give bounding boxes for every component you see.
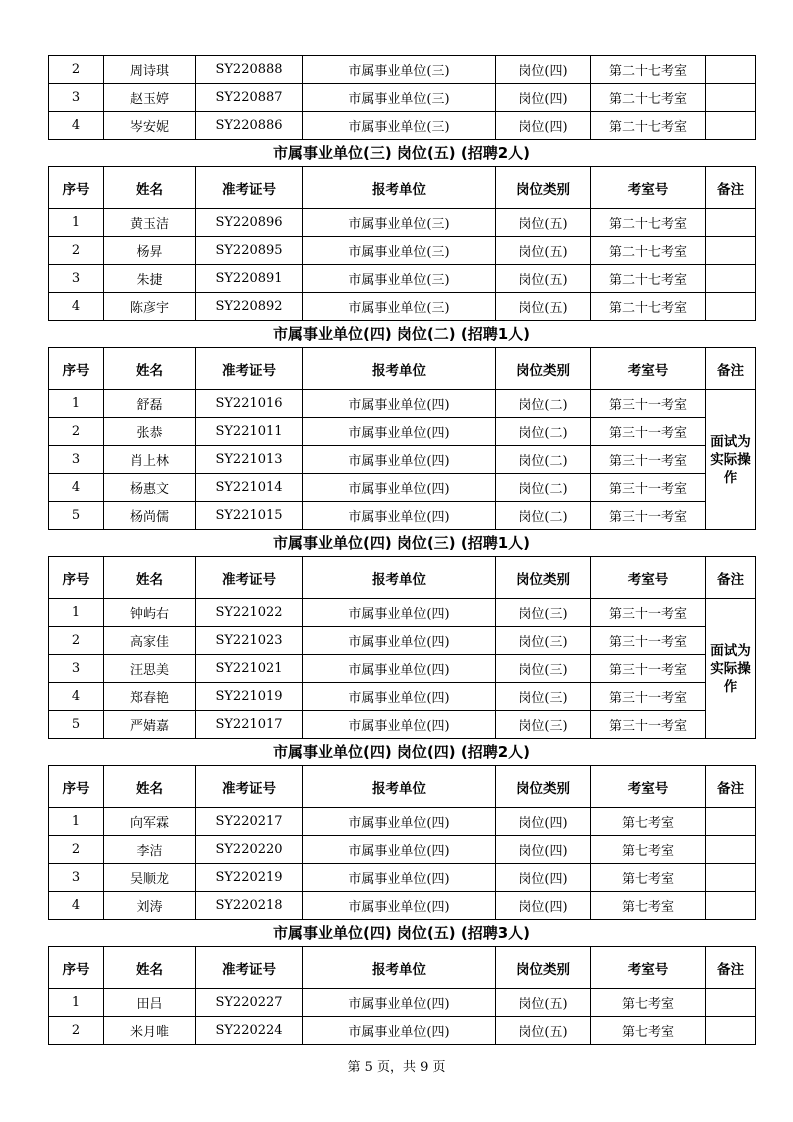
table-cell: 岗位(三) bbox=[496, 627, 591, 655]
table-cell bbox=[706, 293, 756, 321]
table-cell: 刘涛 bbox=[104, 892, 196, 920]
table-row bbox=[49, 209, 756, 237]
table-cell: 舒磊 bbox=[104, 390, 196, 418]
table-cell: 市属事业单位(四) bbox=[303, 808, 496, 836]
table-cell: 田吕 bbox=[104, 989, 196, 1017]
table-cell: SY220218 bbox=[196, 892, 303, 920]
table-row bbox=[49, 989, 756, 1017]
table-cell: SY221021 bbox=[196, 655, 303, 683]
table-cell: 岗位(二) bbox=[496, 418, 591, 446]
page-footer: 第 5 页，共 9 页 bbox=[347, 1060, 446, 1075]
table-cell: SY221023 bbox=[196, 627, 303, 655]
column-header: 岗位类别 bbox=[496, 167, 591, 209]
table-cell: SY221011 bbox=[196, 418, 303, 446]
table-cell: 岗位(三) bbox=[496, 655, 591, 683]
table-cell: 岗位(四) bbox=[496, 112, 591, 140]
column-header: 岗位类别 bbox=[496, 766, 591, 808]
table-cell bbox=[706, 1017, 756, 1045]
table-cell: 市属事业单位(四) bbox=[303, 418, 496, 446]
candidate-table bbox=[48, 347, 756, 530]
table-cell bbox=[706, 209, 756, 237]
column-header: 岗位类别 bbox=[496, 348, 591, 390]
table-cell: 1 bbox=[49, 599, 104, 627]
table-row bbox=[49, 502, 756, 530]
section-title: 市属事业单位(四) 岗位(五) (招聘3人) bbox=[272, 924, 530, 942]
table-cell: 2 bbox=[49, 836, 104, 864]
column-header: 报考单位 bbox=[303, 766, 496, 808]
column-header: 备注 bbox=[706, 167, 756, 209]
document-page bbox=[48, 55, 755, 1045]
table-cell: 岗位(二) bbox=[496, 446, 591, 474]
column-header: 岗位类别 bbox=[496, 947, 591, 989]
table-cell: SY220227 bbox=[196, 989, 303, 1017]
table-cell: SY221022 bbox=[196, 599, 303, 627]
column-header: 姓名 bbox=[104, 766, 196, 808]
column-header: 考室号 bbox=[591, 766, 706, 808]
column-header: 备注 bbox=[706, 348, 756, 390]
table-cell: 第三十一考室 bbox=[591, 446, 706, 474]
table-cell: SY220888 bbox=[196, 56, 303, 84]
table-cell bbox=[706, 265, 756, 293]
table-cell: 岗位(四) bbox=[496, 892, 591, 920]
table-cell: SY220224 bbox=[196, 1017, 303, 1045]
table-cell: 第七考室 bbox=[591, 864, 706, 892]
table-row bbox=[49, 808, 756, 836]
table-row bbox=[49, 390, 756, 418]
table-cell: SY220891 bbox=[196, 265, 303, 293]
table-cell: 1 bbox=[49, 989, 104, 1017]
table-cell bbox=[706, 892, 756, 920]
table-cell: 2 bbox=[49, 56, 104, 84]
table-cell bbox=[706, 56, 756, 84]
header-row bbox=[49, 766, 756, 808]
header-row bbox=[49, 348, 756, 390]
table-cell: 岗位(三) bbox=[496, 599, 591, 627]
table-cell: 第三十一考室 bbox=[591, 655, 706, 683]
table-cell: 1 bbox=[49, 808, 104, 836]
table-cell: SY220896 bbox=[196, 209, 303, 237]
table-cell: 2 bbox=[49, 627, 104, 655]
table-cell: 市属事业单位(四) bbox=[303, 599, 496, 627]
table-row bbox=[49, 711, 756, 739]
table-cell bbox=[706, 84, 756, 112]
table-row bbox=[49, 293, 756, 321]
table-cell: 第七考室 bbox=[591, 1017, 706, 1045]
table-cell: 第三十一考室 bbox=[591, 474, 706, 502]
column-header: 准考证号 bbox=[196, 947, 303, 989]
table-cell: SY220219 bbox=[196, 864, 303, 892]
table-cell: 市属事业单位(四) bbox=[303, 655, 496, 683]
table-cell: 市属事业单位(四) bbox=[303, 474, 496, 502]
candidate-table bbox=[48, 765, 756, 920]
table-cell: 市属事业单位(四) bbox=[303, 446, 496, 474]
table-cell: 市属事业单位(四) bbox=[303, 989, 496, 1017]
table-cell: 岗位(三) bbox=[496, 711, 591, 739]
table-cell: SY221017 bbox=[196, 711, 303, 739]
table-row bbox=[49, 56, 756, 84]
table-cell: SY221015 bbox=[196, 502, 303, 530]
table-cell bbox=[706, 836, 756, 864]
table-row bbox=[49, 237, 756, 265]
table-cell: 第二十七考室 bbox=[591, 56, 706, 84]
table-cell: 李洁 bbox=[104, 836, 196, 864]
section-title: 市属事业单位(四) 岗位(四) (招聘2人) bbox=[272, 743, 530, 761]
table-cell: 2 bbox=[49, 418, 104, 446]
table-row bbox=[49, 683, 756, 711]
table-cell: SY220220 bbox=[196, 836, 303, 864]
column-header: 备注 bbox=[706, 557, 756, 599]
column-header: 准考证号 bbox=[196, 167, 303, 209]
table-cell: SY221014 bbox=[196, 474, 303, 502]
table-cell: 市属事业单位(三) bbox=[303, 293, 496, 321]
table-cell: 岗位(四) bbox=[496, 836, 591, 864]
table-cell: 2 bbox=[49, 237, 104, 265]
section-title: 市属事业单位(四) 岗位(二) (招聘1人) bbox=[272, 325, 530, 343]
table-cell: 市属事业单位(四) bbox=[303, 711, 496, 739]
table-cell: 汪思美 bbox=[104, 655, 196, 683]
table-cell: 市属事业单位(三) bbox=[303, 209, 496, 237]
table-cell: 向军霖 bbox=[104, 808, 196, 836]
table-cell: 岗位(二) bbox=[496, 390, 591, 418]
table-cell: 4 bbox=[49, 683, 104, 711]
remark-text: 面试为实际操作 bbox=[710, 642, 751, 695]
section-title: 市属事业单位(三) 岗位(五) (招聘2人) bbox=[272, 144, 530, 162]
column-header: 考室号 bbox=[591, 348, 706, 390]
table-cell: 高家佳 bbox=[104, 627, 196, 655]
table-cell: 第三十一考室 bbox=[591, 627, 706, 655]
table-cell: SY221016 bbox=[196, 390, 303, 418]
candidate-table bbox=[48, 946, 756, 1045]
table-cell: 肖上林 bbox=[104, 446, 196, 474]
table-row bbox=[49, 836, 756, 864]
table-cell: 3 bbox=[49, 655, 104, 683]
table-cell: 4 bbox=[49, 892, 104, 920]
table-row bbox=[49, 265, 756, 293]
table-row bbox=[49, 474, 756, 502]
table-row bbox=[49, 446, 756, 474]
column-header: 岗位类别 bbox=[496, 557, 591, 599]
column-header: 考室号 bbox=[591, 557, 706, 599]
column-header: 姓名 bbox=[104, 557, 196, 599]
table-cell: 第二十七考室 bbox=[591, 112, 706, 140]
remark-cell bbox=[706, 390, 756, 530]
table-cell: 陈彦宇 bbox=[104, 293, 196, 321]
table-cell: 岗位(五) bbox=[496, 265, 591, 293]
table-cell bbox=[706, 237, 756, 265]
table-cell: 市属事业单位(四) bbox=[303, 836, 496, 864]
table-row bbox=[49, 112, 756, 140]
table-cell: SY220892 bbox=[196, 293, 303, 321]
column-header: 序号 bbox=[49, 167, 104, 209]
table-cell: 岗位(五) bbox=[496, 293, 591, 321]
table-cell: 赵玉婷 bbox=[104, 84, 196, 112]
table-cell: 岗位(五) bbox=[496, 989, 591, 1017]
table-cell: 第三十一考室 bbox=[591, 418, 706, 446]
column-header: 报考单位 bbox=[303, 947, 496, 989]
table-cell: 严婧嘉 bbox=[104, 711, 196, 739]
header-row bbox=[49, 947, 756, 989]
column-header: 考室号 bbox=[591, 947, 706, 989]
table-row bbox=[49, 84, 756, 112]
table-cell: 市属事业单位(四) bbox=[303, 627, 496, 655]
table-cell: SY220886 bbox=[196, 112, 303, 140]
table-cell: 3 bbox=[49, 446, 104, 474]
table-cell: 朱捷 bbox=[104, 265, 196, 293]
column-header: 准考证号 bbox=[196, 557, 303, 599]
table-cell: 第七考室 bbox=[591, 808, 706, 836]
column-header: 考室号 bbox=[591, 167, 706, 209]
table-cell: SY221013 bbox=[196, 446, 303, 474]
table-row bbox=[49, 627, 756, 655]
table-cell: 张恭 bbox=[104, 418, 196, 446]
table-cell: 第二十七考室 bbox=[591, 84, 706, 112]
table-row bbox=[49, 864, 756, 892]
table-row bbox=[49, 599, 756, 627]
table-cell: 市属事业单位(三) bbox=[303, 265, 496, 293]
table-cell bbox=[706, 989, 756, 1017]
table-cell bbox=[706, 112, 756, 140]
column-header: 准考证号 bbox=[196, 348, 303, 390]
table-cell: 周诗琪 bbox=[104, 56, 196, 84]
table-cell: SY220887 bbox=[196, 84, 303, 112]
table-row bbox=[49, 1017, 756, 1045]
table-cell: 4 bbox=[49, 293, 104, 321]
column-header: 报考单位 bbox=[303, 557, 496, 599]
table-row bbox=[49, 418, 756, 446]
table-cell: 市属事业单位(三) bbox=[303, 112, 496, 140]
table-cell: 岗位(二) bbox=[496, 474, 591, 502]
table-cell: 岑安妮 bbox=[104, 112, 196, 140]
table-cell: 杨尚儒 bbox=[104, 502, 196, 530]
table-cell: 第二十七考室 bbox=[591, 209, 706, 237]
table-cell: 4 bbox=[49, 474, 104, 502]
candidate-table bbox=[48, 166, 756, 321]
column-header: 姓名 bbox=[104, 947, 196, 989]
table-row bbox=[49, 892, 756, 920]
table-cell: 米月唯 bbox=[104, 1017, 196, 1045]
table-cell: 岗位(五) bbox=[496, 1017, 591, 1045]
table-cell: SY221019 bbox=[196, 683, 303, 711]
table-cell: 岗位(五) bbox=[496, 209, 591, 237]
header-row bbox=[49, 557, 756, 599]
table-row bbox=[49, 655, 756, 683]
column-header: 序号 bbox=[49, 766, 104, 808]
section-title: 市属事业单位(四) 岗位(三) (招聘1人) bbox=[272, 534, 530, 552]
table-cell: 1 bbox=[49, 209, 104, 237]
table-cell: 市属事业单位(四) bbox=[303, 502, 496, 530]
table-cell: 市属事业单位(四) bbox=[303, 1017, 496, 1045]
table-cell: 钟屿右 bbox=[104, 599, 196, 627]
table-cell: 岗位(四) bbox=[496, 56, 591, 84]
table-cell: 3 bbox=[49, 864, 104, 892]
column-header: 姓名 bbox=[104, 348, 196, 390]
table-cell: 市属事业单位(三) bbox=[303, 56, 496, 84]
table-cell: 3 bbox=[49, 84, 104, 112]
column-header: 序号 bbox=[49, 947, 104, 989]
table-cell: 2 bbox=[49, 1017, 104, 1045]
column-header: 序号 bbox=[49, 348, 104, 390]
column-header: 报考单位 bbox=[303, 348, 496, 390]
table-cell: 杨昇 bbox=[104, 237, 196, 265]
column-header: 准考证号 bbox=[196, 766, 303, 808]
table-cell: SY220217 bbox=[196, 808, 303, 836]
table-cell: 第二十七考室 bbox=[591, 265, 706, 293]
table-cell: 5 bbox=[49, 502, 104, 530]
table-cell: 第三十一考室 bbox=[591, 502, 706, 530]
table-cell: 第三十一考室 bbox=[591, 390, 706, 418]
column-header: 姓名 bbox=[104, 167, 196, 209]
column-header: 备注 bbox=[706, 766, 756, 808]
table-cell: 第三十一考室 bbox=[591, 599, 706, 627]
column-header: 报考单位 bbox=[303, 167, 496, 209]
table-cell: 市属事业单位(四) bbox=[303, 892, 496, 920]
table-cell: 市属事业单位(三) bbox=[303, 84, 496, 112]
candidate-table bbox=[48, 556, 756, 739]
table-cell: 第七考室 bbox=[591, 836, 706, 864]
table-cell: 市属事业单位(三) bbox=[303, 237, 496, 265]
table-cell: 第二十七考室 bbox=[591, 237, 706, 265]
table-cell: 岗位(五) bbox=[496, 237, 591, 265]
table-cell: 4 bbox=[49, 112, 104, 140]
table-cell: 市属事业单位(四) bbox=[303, 864, 496, 892]
table-cell: 1 bbox=[49, 390, 104, 418]
table-cell: 岗位(二) bbox=[496, 502, 591, 530]
table-cell: 岗位(三) bbox=[496, 683, 591, 711]
table-cell: 第三十一考室 bbox=[591, 683, 706, 711]
table-cell: 杨惠文 bbox=[104, 474, 196, 502]
table-cell bbox=[706, 808, 756, 836]
candidate-table bbox=[48, 55, 756, 140]
table-cell: 岗位(四) bbox=[496, 864, 591, 892]
table-cell: 第二十七考室 bbox=[591, 293, 706, 321]
table-cell: SY220895 bbox=[196, 237, 303, 265]
table-cell bbox=[706, 864, 756, 892]
table-cell: 市属事业单位(四) bbox=[303, 390, 496, 418]
table-cell: 第七考室 bbox=[591, 989, 706, 1017]
table-cell: 岗位(四) bbox=[496, 84, 591, 112]
table-cell: 岗位(四) bbox=[496, 808, 591, 836]
table-cell: 3 bbox=[49, 265, 104, 293]
table-cell: 第三十一考室 bbox=[591, 711, 706, 739]
table-cell: 第七考室 bbox=[591, 892, 706, 920]
table-cell: 5 bbox=[49, 711, 104, 739]
table-cell: 市属事业单位(四) bbox=[303, 683, 496, 711]
column-header: 序号 bbox=[49, 557, 104, 599]
table-cell: 吴顺龙 bbox=[104, 864, 196, 892]
table-cell: 黄玉洁 bbox=[104, 209, 196, 237]
column-header: 备注 bbox=[706, 947, 756, 989]
remark-cell bbox=[706, 599, 756, 739]
table-cell: 郑春艳 bbox=[104, 683, 196, 711]
remark-text: 面试为实际操作 bbox=[710, 433, 751, 486]
header-row bbox=[49, 167, 756, 209]
